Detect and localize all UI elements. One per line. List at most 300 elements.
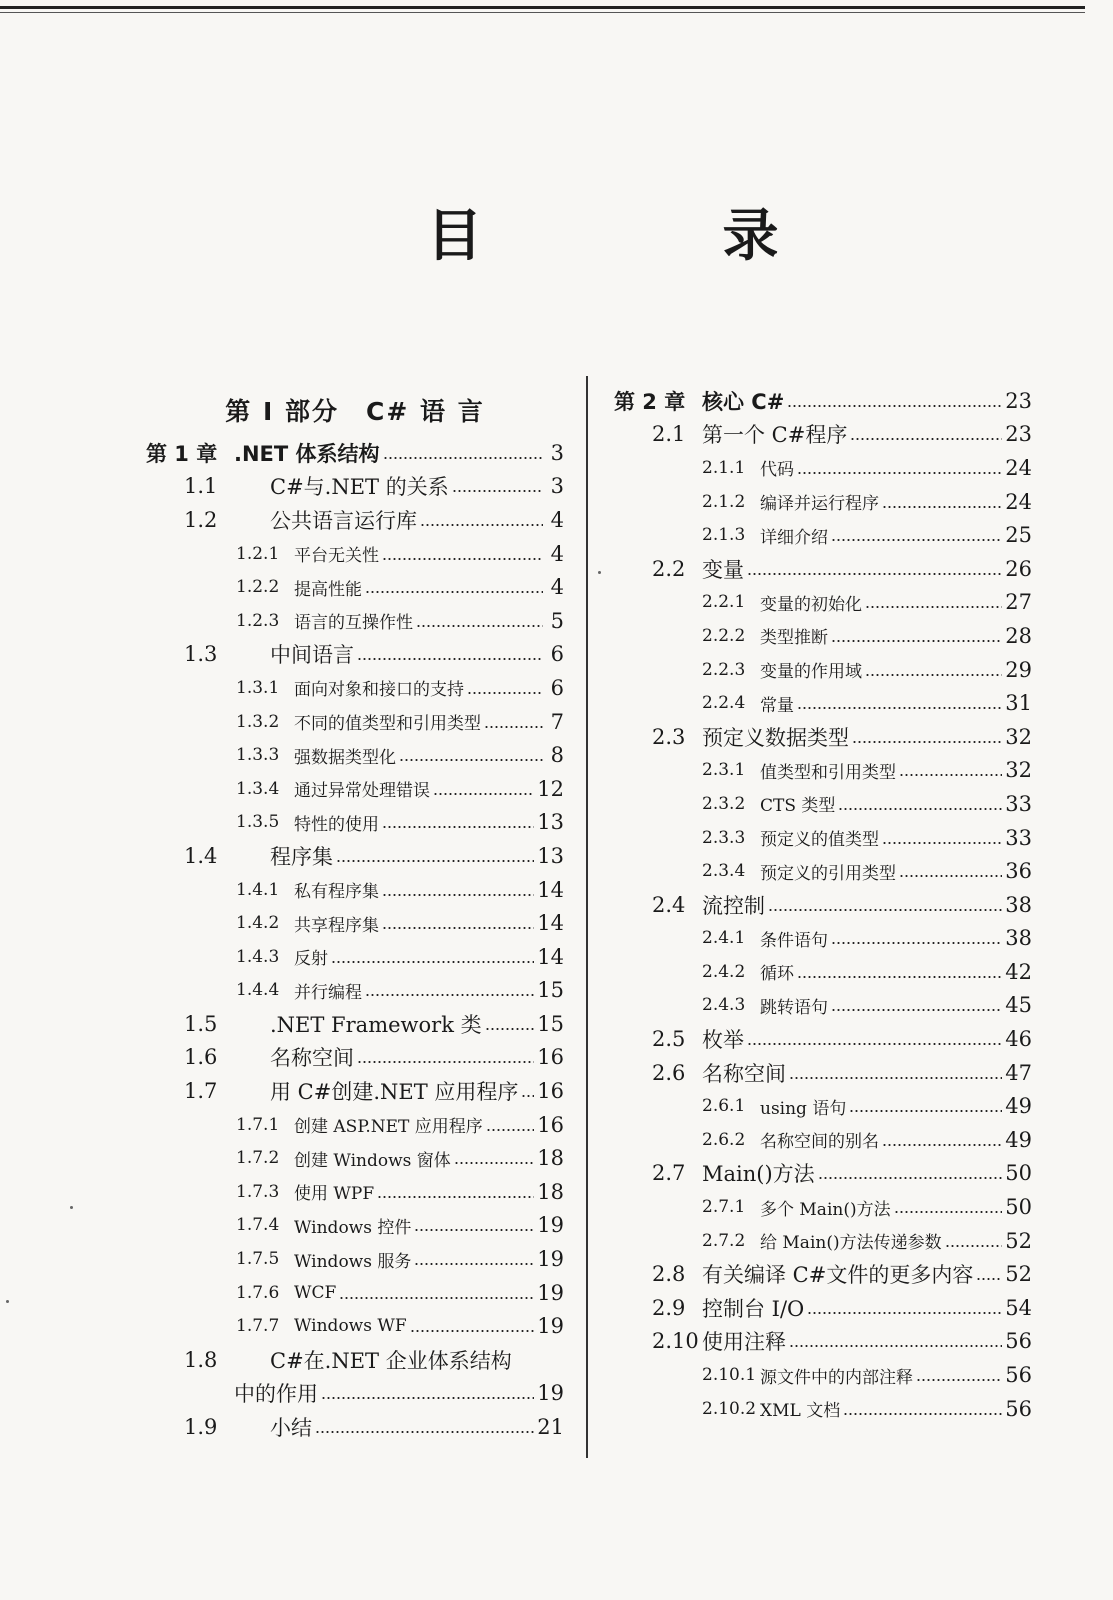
toc-entry: [146, 1108, 564, 1142]
dot-leader: [331, 961, 534, 963]
toc-entry: [614, 1123, 1032, 1157]
toc-entry: [614, 586, 1032, 620]
entry-title: 流控制: [702, 893, 765, 918]
entry-number: 2.3: [652, 724, 686, 749]
dot-leader: [382, 826, 534, 828]
page-number: 24: [1005, 455, 1032, 480]
dot-leader: [787, 405, 1002, 407]
page-number: 33: [1005, 791, 1032, 816]
entry-number: 2.2.1: [702, 592, 746, 613]
dot-leader: [882, 842, 1002, 844]
entry-number: 1.9: [184, 1415, 218, 1440]
toc-entry: [146, 806, 564, 840]
toc-entry: [614, 1224, 1032, 1258]
toc-entry: [146, 839, 564, 873]
page-number: 14: [537, 911, 564, 936]
page-number: 26: [1005, 556, 1032, 581]
entry-title: 循环: [760, 964, 794, 985]
toc-list-right: [614, 384, 1032, 1425]
dot-leader: [433, 793, 534, 795]
entry-title: 私有程序集: [294, 882, 379, 903]
entry-title: CTS 类型: [760, 796, 836, 817]
toc-entry: [146, 1074, 564, 1108]
entry-number: 2.3.3: [702, 827, 746, 848]
toc-entry: [146, 738, 564, 772]
page-number: 42: [1005, 959, 1032, 984]
dot-leader: [452, 490, 543, 492]
toc-entry: [614, 922, 1032, 956]
entry-title: 使用 WPF: [294, 1184, 375, 1205]
dot-leader: [336, 860, 534, 862]
entry-title: 条件语句: [760, 930, 828, 951]
toc-right-column: [614, 384, 1032, 1425]
toc-entry: [614, 754, 1032, 788]
dot-leader: [382, 894, 534, 896]
toc-entry: [614, 1022, 1032, 1056]
toc-entry: [146, 1209, 564, 1243]
page-number: 19: [537, 1381, 564, 1406]
entry-title: 名称空间: [270, 1046, 354, 1071]
entry-number: 2.7.2: [702, 1230, 746, 1251]
dot-leader: [882, 506, 1002, 508]
dot-leader: [894, 1211, 1003, 1213]
entry-number: 2.2.4: [702, 693, 746, 714]
dot-leader: [807, 1312, 1002, 1314]
entry-title: 面向对象和接口的支持: [294, 680, 464, 701]
entry-title: 预定义的值类型: [760, 830, 879, 851]
toc-entry: [146, 503, 564, 537]
entry-title: 变量的初始化: [760, 594, 862, 615]
entry-title: 中间语言: [270, 643, 354, 668]
toc-list-left: [146, 436, 564, 1444]
page-number: 7: [550, 709, 564, 734]
dot-leader: [382, 558, 543, 560]
page-number: 14: [537, 944, 564, 969]
entry-number: 2.4.1: [702, 928, 746, 949]
dot-leader: [747, 573, 1002, 575]
dot-leader: [454, 1162, 535, 1164]
toc-entry: [614, 787, 1032, 821]
entry-title: 多个 Main()方法: [760, 1199, 891, 1220]
entry-number: 1.1: [184, 474, 218, 499]
dot-leader: [797, 707, 1002, 709]
entry-title: 变量: [702, 557, 744, 582]
dot-leader: [818, 1177, 1003, 1179]
dot-leader: [414, 1263, 534, 1265]
entry-title: 第一个 C#程序: [702, 423, 848, 448]
dot-leader: [849, 1110, 1002, 1112]
dot-leader: [789, 1077, 1002, 1079]
dot-leader: [831, 942, 1002, 944]
page-number: 19: [537, 1280, 564, 1305]
toc-entry: [614, 552, 1032, 586]
entry-number: 1.3.2: [236, 711, 280, 732]
toc-entry: [614, 451, 1032, 485]
dot-leader: [521, 1095, 534, 1097]
toc-entry: [614, 653, 1032, 687]
toc-entry: [614, 418, 1032, 452]
page-number: 5: [550, 608, 564, 633]
entry-title: 常量: [760, 695, 794, 716]
page-number: 12: [537, 776, 564, 801]
toc-entry: [614, 888, 1032, 922]
entry-title: 控制台 I/O: [702, 1296, 805, 1321]
entry-number: 2.5: [652, 1027, 686, 1052]
dot-leader: [976, 1278, 1002, 1280]
page-number: 50: [1005, 1161, 1032, 1186]
entry-number: 2.10.2: [702, 1398, 757, 1419]
entry-title: Main()方法: [702, 1162, 815, 1187]
page-number: 28: [1005, 623, 1032, 648]
dot-leader: [420, 524, 543, 526]
page-number: 6: [550, 642, 564, 667]
toc-entry: [614, 619, 1032, 653]
entry-title: C#在.NET 企业体系结构: [270, 1348, 512, 1373]
entry-title: 名称空间的别名: [760, 1132, 879, 1153]
page-number: 19: [537, 1247, 564, 1272]
entry-number: 2.3.2: [702, 793, 746, 814]
entry-title: 程序集: [270, 844, 333, 869]
toc-left-column: [146, 384, 564, 1444]
entry-title: 创建 ASP.NET 应用程序: [294, 1117, 483, 1138]
page-number: 16: [537, 1045, 564, 1070]
entry-title: 通过异常处理错误: [294, 781, 430, 802]
toc-entry: [614, 821, 1032, 855]
toc-entry: [146, 974, 564, 1008]
dot-leader: [365, 994, 534, 996]
page-number: 50: [1005, 1195, 1032, 1220]
dot-leader: [410, 1330, 535, 1332]
toc-entry: [614, 485, 1032, 519]
page-number: 32: [1005, 724, 1032, 749]
entry-number: 2.4.3: [702, 995, 746, 1016]
page-number: 13: [537, 810, 564, 835]
entry-title: using 语句: [760, 1098, 847, 1119]
entry-title: Windows WF: [294, 1316, 407, 1337]
page-number: 45: [1005, 993, 1032, 1018]
page-number: 47: [1005, 1060, 1032, 1085]
entry-number: 1.3.5: [236, 812, 280, 833]
entry-number: 2.3.4: [702, 861, 746, 882]
toc-entry: [614, 989, 1032, 1023]
toc-entry: [614, 1291, 1032, 1325]
entry-title: 语言的互操作性: [294, 613, 413, 634]
dot-leader: [899, 875, 1002, 877]
dot-leader: [916, 1379, 1002, 1381]
page-number: 56: [1005, 1396, 1032, 1421]
column-divider: [586, 376, 588, 1458]
entry-number: 2.10.1: [702, 1365, 757, 1386]
entry-title: 特性的使用: [294, 814, 379, 835]
toc-entry: [614, 1392, 1032, 1426]
page-number: 16: [537, 1112, 564, 1137]
entry-title: .NET Framework 类: [270, 1012, 482, 1037]
toc-entry: [146, 537, 564, 571]
entry-title: 预定义的引用类型: [760, 863, 896, 884]
entry-number: 2.7.1: [702, 1197, 746, 1218]
dot-leader: [882, 1144, 1002, 1146]
entry-number: 2.2.3: [702, 659, 746, 680]
entry-title: Windows 服务: [294, 1251, 412, 1272]
entry-title: 核心 C#: [702, 389, 785, 414]
toc-entry: [614, 720, 1032, 754]
toc-entry: [614, 1157, 1032, 1191]
dot-leader: [838, 808, 1002, 810]
page-title: 目 录: [426, 204, 871, 269]
page-number: 27: [1005, 590, 1032, 615]
toc-entry: [146, 638, 564, 672]
page-number: 19: [537, 1314, 564, 1339]
page-number: 18: [537, 1146, 564, 1171]
page-number: 32: [1005, 758, 1032, 783]
toc-entry: [146, 1343, 564, 1377]
toc-entry: [614, 686, 1032, 720]
scan-speck: [598, 571, 601, 574]
dot-leader: [486, 1129, 535, 1131]
entry-title: 强数据类型化: [294, 747, 396, 768]
toc-entry: [146, 570, 564, 604]
toc-entry: [146, 1276, 564, 1310]
toc-entry: [146, 1141, 564, 1175]
entry-number: 1.7.3: [236, 1181, 280, 1202]
entry-title: Windows 控件: [294, 1217, 412, 1238]
dot-leader: [831, 1009, 1002, 1011]
page-number: 8: [550, 743, 564, 768]
page-number: 54: [1005, 1295, 1032, 1320]
dot-leader: [865, 606, 1002, 608]
page-number: 56: [1005, 1363, 1032, 1388]
dot-leader: [377, 1196, 534, 1198]
toc-entry: [146, 906, 564, 940]
entry-title: 有关编译 C#文件的更多内容: [702, 1263, 974, 1288]
entry-number: 1.7.7: [236, 1316, 280, 1337]
dot-leader: [383, 457, 543, 459]
page-number: 25: [1005, 523, 1032, 548]
entry-number: 1.7.5: [236, 1249, 280, 1270]
entry-number: 1.7.2: [236, 1148, 280, 1169]
entry-title: .NET 体系结构: [234, 441, 380, 466]
dot-leader: [339, 1297, 534, 1299]
entry-title: 给 Main()方法传递参数: [760, 1233, 942, 1254]
page-number: 46: [1005, 1027, 1032, 1052]
page-number: 31: [1005, 691, 1032, 716]
toc-entry: [614, 518, 1032, 552]
toc-entry: [146, 1309, 564, 1343]
page-number: 4: [550, 575, 564, 600]
entry-number: 1.4.3: [236, 946, 280, 967]
entry-title: 类型推断: [760, 628, 828, 649]
page-number: 15: [537, 1011, 564, 1036]
toc-entry: [614, 384, 1032, 418]
toc-entry: [614, 1257, 1032, 1291]
toc-entry: [146, 1242, 564, 1276]
toc-entry: [146, 1410, 564, 1444]
entry-number: 第 1 章: [146, 441, 218, 466]
dot-leader: [899, 774, 1002, 776]
toc-entry: [614, 1325, 1032, 1359]
entry-number: 2.2: [652, 556, 686, 581]
entry-number: 1.2: [184, 507, 218, 532]
dot-leader: [789, 1345, 1002, 1347]
toc-entry: [146, 873, 564, 907]
entry-number: 1.3.3: [236, 745, 280, 766]
toc-entry: [146, 436, 564, 470]
entry-number: 1.2.2: [236, 577, 280, 598]
page-number: 36: [1005, 859, 1032, 884]
entry-number: 2.7: [652, 1161, 686, 1186]
page-number: 56: [1005, 1329, 1032, 1354]
dot-leader: [797, 472, 1002, 474]
entry-title: 预定义数据类型: [702, 725, 849, 750]
entry-number: 第 2 章: [614, 389, 686, 414]
entry-number: 1.3.1: [236, 677, 280, 698]
entry-number: 1.3.4: [236, 778, 280, 799]
dot-leader: [945, 1245, 1003, 1247]
top-rule-thin: [0, 12, 1085, 13]
entry-number: 2.1: [652, 422, 686, 447]
entry-number: 1.4.2: [236, 913, 280, 934]
entry-title: XML 文档: [760, 1401, 841, 1422]
page-number: 15: [537, 978, 564, 1003]
entry-title: 并行编程: [294, 982, 362, 1003]
page-number: 23: [1005, 388, 1032, 413]
dot-leader: [485, 1028, 535, 1030]
dot-leader: [768, 909, 1002, 911]
page-number: 29: [1005, 657, 1032, 682]
entry-title: 用 C#创建.NET 应用程序: [270, 1080, 519, 1105]
entry-number: 2.6.1: [702, 1096, 746, 1117]
entry-title: 提高性能: [294, 579, 362, 600]
toc-entry: [146, 604, 564, 638]
entry-number: 1.3: [184, 642, 218, 667]
entry-title: 代码: [760, 460, 794, 481]
entry-number: 2.1.2: [702, 491, 746, 512]
top-rule: [0, 6, 1085, 9]
entry-number: 2.4.2: [702, 961, 746, 982]
entry-title: 编译并运行程序: [760, 494, 879, 515]
page-number: 49: [1005, 1127, 1032, 1152]
entry-title: C#与.NET 的关系: [270, 475, 449, 500]
dot-leader: [467, 692, 543, 694]
page-number: 13: [537, 843, 564, 868]
page-number: 14: [537, 877, 564, 902]
toc-entry: [614, 955, 1032, 989]
page-number: 6: [550, 675, 564, 700]
page-number: 23: [1005, 422, 1032, 447]
dot-leader: [321, 1397, 534, 1399]
dot-leader: [315, 1431, 534, 1433]
entry-title: 跳转语句: [760, 997, 828, 1018]
page-number: 21: [537, 1415, 564, 1440]
toc-entry: [146, 470, 564, 504]
dot-leader: [416, 625, 543, 627]
entry-title: 值类型和引用类型: [760, 762, 896, 783]
entry-number: 1.4: [184, 843, 218, 868]
entry-title: 创建 Windows 窗体: [294, 1150, 451, 1171]
entry-title: 不同的值类型和引用类型: [294, 714, 481, 735]
toc-entry: [614, 854, 1032, 888]
entry-number: 1.7.6: [236, 1282, 280, 1303]
page-number: 4: [550, 507, 564, 532]
entry-title: 共享程序集: [294, 915, 379, 936]
scan-speck: [70, 1206, 73, 1209]
entry-number: 2.2.2: [702, 625, 746, 646]
dot-leader: [865, 674, 1002, 676]
toc-entry: [146, 1377, 564, 1411]
dot-leader: [831, 539, 1002, 541]
dot-leader: [843, 1413, 1002, 1415]
toc-entry: [146, 940, 564, 974]
entry-number: 1.4.4: [236, 980, 280, 1001]
entry-title: WCF: [294, 1282, 337, 1303]
page-number: 52: [1005, 1228, 1032, 1253]
toc-entry: [614, 1089, 1032, 1123]
entry-number: 1.2.3: [236, 610, 280, 631]
entry-title: 变量的作用域: [760, 662, 862, 683]
part-heading: 第 I 部分 C# 语 言: [225, 397, 485, 426]
page-number: 38: [1005, 892, 1032, 917]
dot-leader: [484, 726, 543, 728]
page-number: 3: [550, 474, 564, 499]
entry-number: 2.6: [652, 1060, 686, 1085]
entry-number: 2.3.1: [702, 760, 746, 781]
entry-title: 源文件中的内部注释: [760, 1367, 913, 1388]
dot-leader: [382, 927, 534, 929]
dot-leader: [747, 1043, 1002, 1045]
entry-title: 小结: [270, 1416, 312, 1441]
entry-number: 1.8: [184, 1347, 218, 1372]
entry-number: 2.9: [652, 1295, 686, 1320]
toc-entry: [146, 1041, 564, 1075]
dot-leader: [852, 741, 1002, 743]
page-number: 3: [550, 440, 564, 465]
entry-number: 2.10: [652, 1329, 699, 1354]
page-number: 52: [1005, 1262, 1032, 1287]
entry-title: 详细介绍: [760, 527, 828, 548]
entry-title: 名称空间: [702, 1061, 786, 1086]
page-number: 38: [1005, 926, 1032, 951]
entry-title: 平台无关性: [294, 546, 379, 567]
entry-title: 反射: [294, 949, 328, 970]
dot-leader: [831, 640, 1002, 642]
entry-number: 1.5: [184, 1011, 218, 1036]
entry-title: 使用注释: [702, 1330, 786, 1355]
entry-number: 2.1.3: [702, 525, 746, 546]
page-number: 16: [537, 1079, 564, 1104]
page-number: 49: [1005, 1094, 1032, 1119]
dot-leader: [797, 976, 1002, 978]
entry-number: 2.1.1: [702, 457, 746, 478]
entry-title: 枚举: [702, 1028, 744, 1053]
entry-number: 1.7: [184, 1079, 218, 1104]
toc-entry: [146, 1175, 564, 1209]
entry-number: 1.2.1: [236, 543, 280, 564]
entry-number: 2.8: [652, 1262, 686, 1287]
toc-entry: [614, 1358, 1032, 1392]
dot-leader: [357, 658, 543, 660]
page-number: 33: [1005, 825, 1032, 850]
dot-leader: [850, 438, 1002, 440]
toc-entry: [614, 1190, 1032, 1224]
dot-leader: [414, 1229, 534, 1231]
entry-number: 1.7.1: [236, 1114, 280, 1135]
entry-number: 1.6: [184, 1045, 218, 1070]
entry-number: 2.6.2: [702, 1129, 746, 1150]
entry-title: 公共语言运行库: [270, 508, 417, 533]
toc-entry: [146, 1007, 564, 1041]
page-number: 4: [550, 541, 564, 566]
toc-entry: [146, 705, 564, 739]
